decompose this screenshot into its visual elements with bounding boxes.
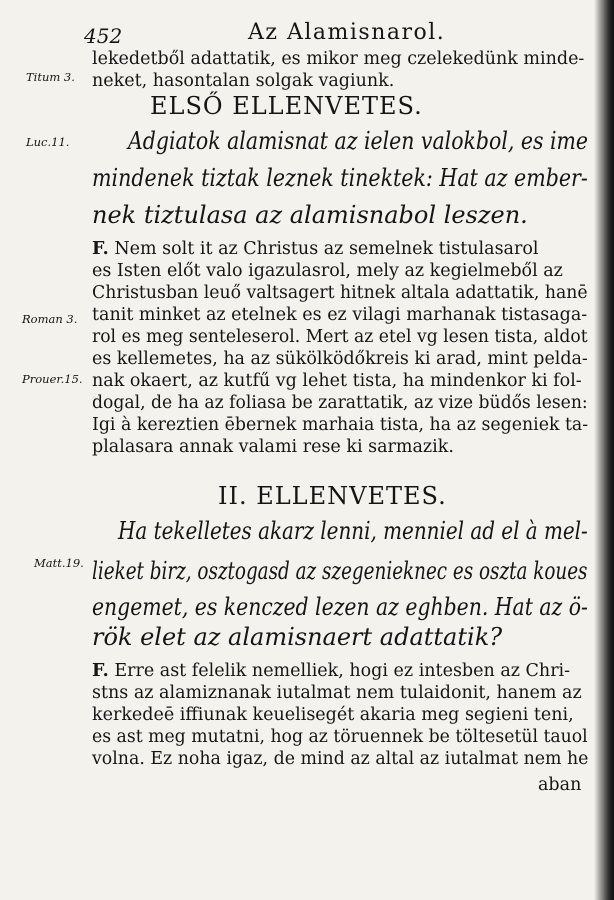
margin-note-prouer: Prouer.15. <box>22 372 83 386</box>
answer-marker: F. <box>92 239 109 259</box>
text-line: lekedetből adattatik, es mikor meg czelekedünk minde- <box>92 49 585 69</box>
margin-note-luc: Luc.11. <box>26 135 70 149</box>
section-heading-2: II. ELLENVETES. <box>218 482 447 510</box>
answer-line-first <box>92 660 570 682</box>
objection-line: mindenek tiztak leznek tinektek: Hat az ember- <box>92 164 588 192</box>
catchword: aban <box>538 775 582 795</box>
answer-line-first <box>92 238 539 260</box>
objection-line: nek tiztulasa az alamisnabol leszen. <box>92 201 528 229</box>
answer-line: es ast meg mutatni, hog az töruennek be töltesetül tauol <box>92 727 588 747</box>
answer-line: nak okaert, az kutfű vg lehet tista, ha mindenkor ki fol- <box>92 371 582 391</box>
objection-line: rök elet az alamisnaert adattatik? <box>92 623 503 651</box>
objection-line: Adgiatok alamisnat az ielen valokbol, es ime <box>128 127 588 155</box>
objection-line: Ha tekelletes akarz lenni, menniel ad el à mel- <box>118 517 588 545</box>
answer-line: plalasara annak valami rese ki sarmazik. <box>92 437 454 457</box>
margin-note-titum: Titum 3. <box>26 70 75 84</box>
answer-text: Erre ast felelik nemelliek, hogi ez intesben az Chri- <box>114 661 571 681</box>
answer-line: Christusban leuő valtsagert hitnek altala adattatik, hanē <box>92 283 588 303</box>
answer-text: Nem solt it az Christus az semelnek tistulasarol <box>114 239 539 259</box>
answer-line: stns az alamiznanak iutalmat nem tulaidonit, hanem az <box>92 683 582 703</box>
answer-line: dogal, de ha az foliasa be zarattatik, az vize büdős lesen: <box>92 393 588 413</box>
margin-note-roman: Roman 3. <box>22 312 78 326</box>
section-heading-1: ELSŐ ELLENVETES. <box>150 92 423 120</box>
answer-line: rol es meg senteleserol. Mert az etel vg lesen tista, aldot <box>92 327 588 347</box>
answer-line: kerkedeē iffiunak keuelisegét akaria meg segieni teni, <box>92 705 574 725</box>
page-edge-shadow <box>594 0 614 900</box>
answer-line: es Isten előt valo igazulasrol, mely az kegielmeből az <box>92 261 563 281</box>
margin-note-matt: Matt.19. <box>34 556 84 570</box>
answer-line: volna. Ez noha igaz, de mind az altal az iutalmat nem he <box>92 749 589 769</box>
page-header <box>0 20 590 50</box>
text-line: neket, hasontalan solgak vagiunk. <box>92 71 395 91</box>
answer-line: es kellemetes, ha az sükölködőkreis ki arad, mint pelda- <box>92 349 588 369</box>
page-number: 452 <box>84 24 123 48</box>
answer-marker: F. <box>92 661 109 681</box>
answer-line: Igi à kereztien ēbernek marhaia tista, ha az segeniek ta- <box>92 415 589 435</box>
objection-line: lieket birz, osztogasd az szegenieknec es oszta koues <box>92 557 588 585</box>
running-head: Az Alamisnarol. <box>248 20 446 45</box>
objection-line: engemet, es kenczed lezen az eghben. Hat az ö- <box>92 593 588 621</box>
answer-line: tanit minket az etelnek es ez vilagi marhanak tistasaga- <box>92 305 588 325</box>
